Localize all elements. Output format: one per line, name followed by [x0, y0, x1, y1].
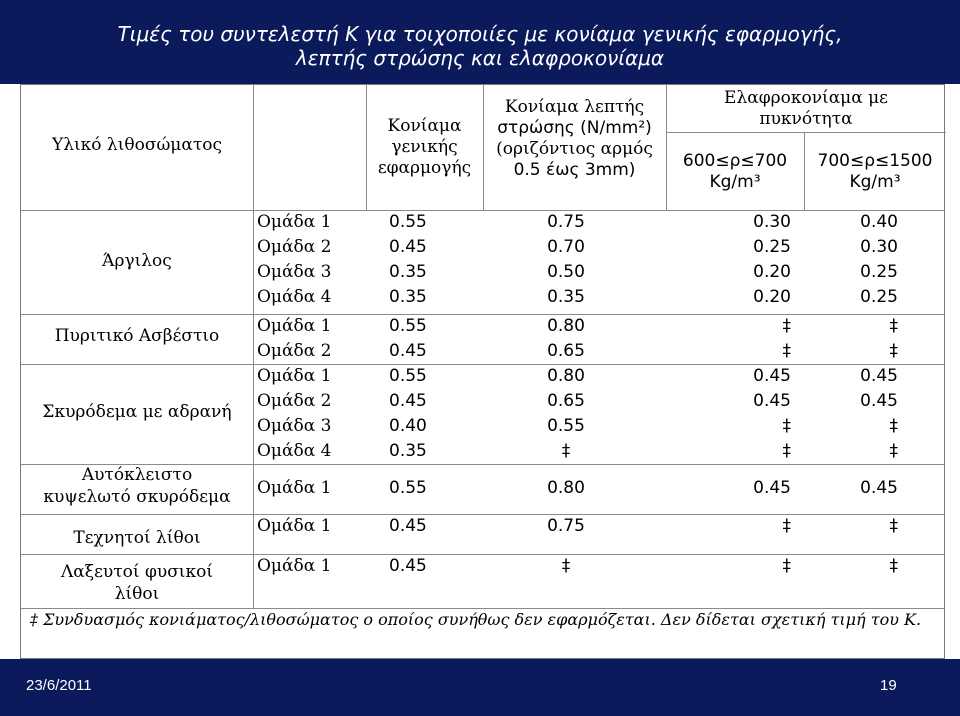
k-factor-table: [20, 84, 945, 659]
group-cell: Ομάδα 1: [257, 212, 332, 232]
title-line-2: λεπτής στρώσης και ελαφροκονίαμα: [295, 46, 665, 70]
light-header-divider: [666, 132, 946, 133]
thin-layer-cell: 0.55: [547, 416, 585, 436]
lightweight-700-1500-cell: ‡: [889, 516, 898, 536]
group-cell: Ομάδα 1: [257, 478, 332, 498]
lightweight-700-1500-cell: ‡: [889, 316, 898, 336]
lightweight-600-700-cell: 0.25: [753, 237, 791, 257]
header-light-b-line: Kg/m³: [849, 172, 901, 192]
header-light-b: [804, 151, 946, 193]
header-thin-line: στρώσης (N/mm²): [497, 118, 652, 138]
group-cell: Ομάδα 2: [257, 391, 332, 411]
general-mortar-cell: 0.40: [389, 416, 427, 436]
table-row: [21, 314, 946, 339]
lightweight-700-1500-cell: 0.45: [860, 478, 898, 498]
group-cell: Ομάδα 4: [257, 441, 332, 461]
thin-layer-cell: 0.75: [547, 212, 585, 232]
group-cell: Ομάδα 1: [257, 316, 332, 336]
lightweight-600-700-cell: ‡: [782, 516, 791, 536]
table-row: [21, 476, 946, 501]
thin-layer-cell: ‡: [561, 441, 571, 461]
page-number: 19: [880, 677, 897, 694]
thin-layer-cell: 0.65: [547, 341, 585, 361]
header-general-line: γενικής: [391, 137, 458, 157]
material-calcium-silicate: Πυριτικό Ασβέστιο: [54, 326, 220, 346]
general-mortar-cell: 0.45: [389, 556, 427, 576]
group-cell: Ομάδα 3: [257, 262, 332, 282]
table-row: [21, 235, 946, 260]
header-light-line: Ελαφροκονίαμα με: [724, 88, 888, 108]
material-manufactured-stone: Τεχνητοί λίθοι: [73, 528, 201, 548]
table-row: [21, 364, 946, 389]
general-mortar-cell: 0.55: [389, 212, 427, 232]
thin-layer-cell: 0.65: [547, 391, 585, 411]
header-thin-line: (οριζόντιος αρμός: [496, 139, 653, 159]
general-mortar-cell: 0.55: [389, 478, 427, 498]
header-thin-line: Κονίαμα λεπτής: [504, 97, 645, 117]
table-row: [21, 339, 946, 364]
header-light-a-line: 600≤ρ≤700: [682, 151, 788, 171]
title-line-1: Τιμές του συντελεστή Κ για τοιχοποιίες με κονίαμα γενικής εφαρμογής,: [117, 22, 843, 46]
lightweight-700-1500-cell: ‡: [889, 341, 898, 361]
slide-title: [0, 22, 960, 70]
lightweight-700-1500-cell: 0.40: [860, 212, 898, 232]
lightweight-700-1500-cell: 0.25: [860, 287, 898, 307]
general-mortar-cell: 0.35: [389, 262, 427, 282]
lightweight-600-700-cell: 0.20: [753, 287, 791, 307]
general-mortar-cell: 0.55: [389, 366, 427, 386]
header-general: [366, 116, 483, 179]
header-general-line: Κονίαμα: [387, 116, 462, 136]
lightweight-600-700-cell: 0.45: [753, 366, 791, 386]
lightweight-700-1500-cell: 0.30: [860, 237, 898, 257]
footer-date: 23/6/2011: [26, 677, 92, 694]
group-cell: Ομάδα 1: [257, 366, 332, 386]
lightweight-700-1500-cell: ‡: [889, 416, 898, 436]
group-cell: Ομάδα 1: [257, 516, 332, 536]
footer-bar: [0, 659, 960, 716]
header-thin: [483, 97, 666, 181]
lightweight-600-700-cell: ‡: [782, 316, 791, 336]
lightweight-600-700-cell: 0.30: [753, 212, 791, 232]
table-row: [21, 414, 946, 439]
header-thin-line: 0.5 έως 3mm): [513, 160, 636, 180]
lightweight-700-1500-cell: 0.45: [860, 391, 898, 411]
group-cell: Ομάδα 1: [257, 556, 332, 576]
group-cell: Ομάδα 3: [257, 416, 332, 436]
group-cell: Ομάδα 2: [257, 341, 332, 361]
lightweight-600-700-cell: ‡: [782, 556, 791, 576]
material-stone-line: λίθοι: [114, 584, 160, 604]
lightweight-600-700-cell: 0.20: [753, 262, 791, 282]
general-mortar-cell: 0.45: [389, 237, 427, 257]
lightweight-600-700-cell: 0.45: [753, 478, 791, 498]
lightweight-600-700-cell: ‡: [782, 416, 791, 436]
group-cell: Ομάδα 2: [257, 237, 332, 257]
material-aac-line: Αυτόκλειστο: [81, 465, 193, 485]
general-mortar-cell: 0.35: [389, 287, 427, 307]
header-light-b-line: 700≤ρ≤1500: [817, 151, 933, 171]
table-row: [21, 260, 946, 285]
table-row: [21, 389, 946, 414]
thin-layer-cell: ‡: [561, 556, 571, 576]
thin-layer-cell: 0.80: [547, 478, 585, 498]
table-row: [21, 285, 946, 310]
table-row: [21, 514, 946, 539]
material-stone-line: Λαξευτοί φυσικοί: [60, 562, 213, 582]
material-aac-line: κυψελωτό σκυρόδεμα: [43, 487, 231, 507]
lightweight-600-700-cell: ‡: [782, 341, 791, 361]
lightweight-600-700-cell: ‡: [782, 441, 791, 461]
group-cell: Ομάδα 4: [257, 287, 332, 307]
lightweight-700-1500-cell: ‡: [889, 441, 898, 461]
thin-layer-cell: 0.50: [547, 262, 585, 282]
header-general-line: εφαρμογής: [377, 158, 472, 178]
material-aggregate-concrete: Σκυρόδεμα με αδρανή: [42, 402, 232, 422]
header-light-a: [666, 151, 804, 193]
thin-layer-cell: 0.75: [547, 516, 585, 536]
header-material: Υλικό λιθοσώματος: [52, 135, 222, 155]
thin-layer-cell: 0.80: [547, 316, 585, 336]
general-mortar-cell: 0.45: [389, 391, 427, 411]
general-mortar-cell: 0.45: [389, 341, 427, 361]
table-row: [21, 210, 946, 235]
lightweight-700-1500-cell: 0.25: [860, 262, 898, 282]
table-row: [21, 554, 946, 579]
lightweight-700-1500-cell: ‡: [889, 556, 898, 576]
material-clay: Άργιλος: [102, 251, 172, 271]
footnote: ‡ Συνδυασμός κονιάματος/λιθοσώματος ο οποίος συνήθως δεν εφαρμόζεται. Δεν δίδεται σχετική τιμή του Κ.: [30, 610, 922, 629]
lightweight-700-1500-cell: 0.45: [860, 366, 898, 386]
thin-layer-cell: 0.80: [547, 366, 585, 386]
general-mortar-cell: 0.55: [389, 316, 427, 336]
general-mortar-cell: 0.45: [389, 516, 427, 536]
thin-layer-cell: 0.35: [547, 287, 585, 307]
table-row: [21, 439, 946, 464]
lightweight-600-700-cell: 0.45: [753, 391, 791, 411]
header-light-a-line: Kg/m³: [709, 172, 761, 192]
general-mortar-cell: 0.35: [389, 441, 427, 461]
header-light-line: πυκνότητα: [759, 109, 853, 129]
thin-layer-cell: 0.70: [547, 237, 585, 257]
header-light: [666, 88, 946, 130]
